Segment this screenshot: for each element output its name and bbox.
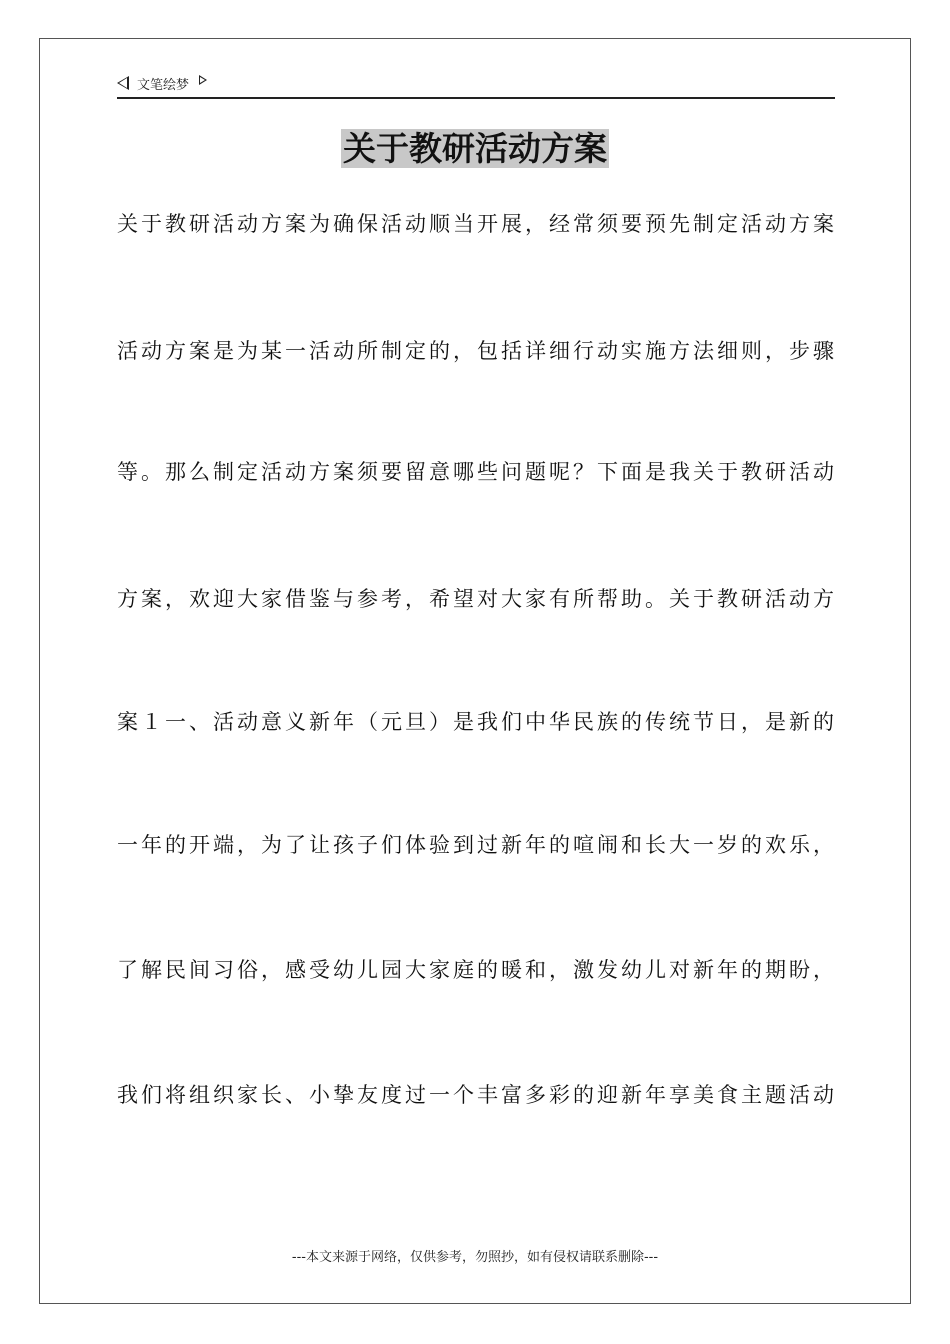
body-line: 一年的开端，为了让孩子们体验到过新年的喧闹和长大一岁的欢乐， xyxy=(117,833,835,857)
header-divider xyxy=(117,97,835,99)
body-line: 案１一、活动意义新年（元旦）是我们中华民族的传统节日，是新的 xyxy=(117,710,835,734)
body-line: 关于教研活动方案为确保活动顺当开展，经常须要预先制定活动方案 xyxy=(117,212,835,236)
page-header xyxy=(117,72,207,94)
body-line: 活动方案是为某一活动所制定的，包括详细行动实施方法细则，步骤 xyxy=(117,339,835,363)
document-title-text: 关于教研活动方案 xyxy=(343,129,607,168)
triangle-left-icon xyxy=(117,76,129,90)
body-line: 我们将组织家长、小挚友度过一个丰富多彩的迎新年享美食主题活动 xyxy=(117,1083,835,1107)
header-brand: 文笔绘梦 xyxy=(137,77,190,93)
body-line: 方案，欢迎大家借鉴与参考，希望对大家有所帮助。关于教研活动方 xyxy=(117,587,835,611)
page-footer: ---本文来源于网络，仅供参考，勿照抄，如有侵权请联系删除--- xyxy=(291,1250,659,1265)
triangle-right-icon xyxy=(199,75,207,85)
document-title xyxy=(0,126,950,172)
body-line: 了解民间习俗，感受幼儿园大家庭的暖和，激发幼儿对新年的期盼， xyxy=(117,958,835,982)
body-line: 等。那么制定活动方案须要留意哪些问题呢？下面是我关于教研活动 xyxy=(117,460,835,484)
